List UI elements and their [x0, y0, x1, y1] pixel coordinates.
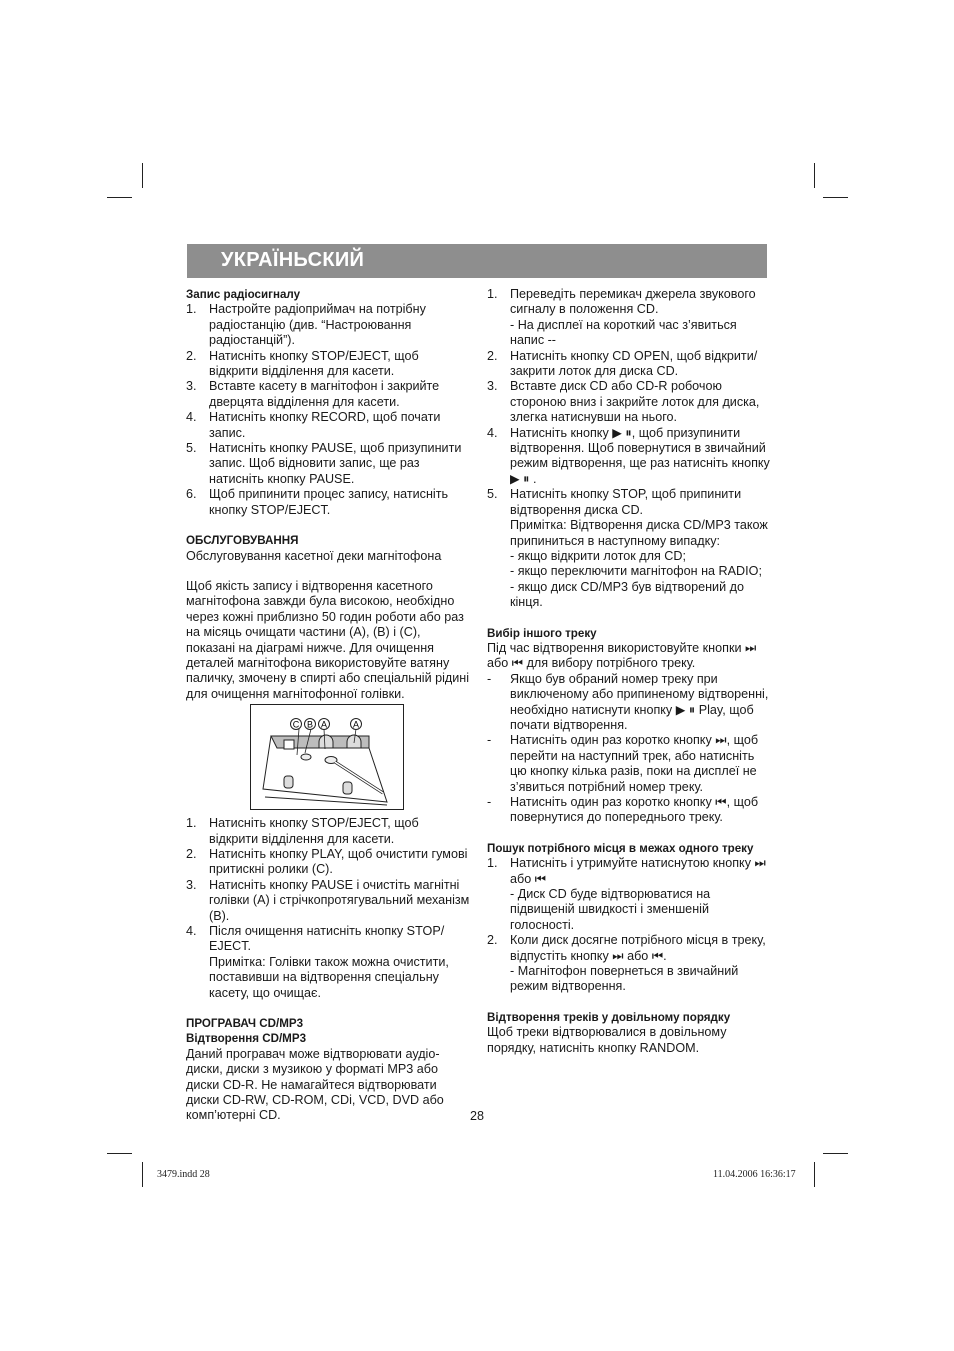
crop-mark	[823, 197, 848, 198]
list-item: - Якщо був обраний номер треку при виключеному або припиненому відтворенні, необхідно натиснути кнопку ▶ ⏸ Play, щоб почати відтворення.	[487, 671, 769, 732]
list-item: 4. Після очищення натисніть кнопку STOP/ EJECT.	[186, 924, 445, 954]
print-slug-file: 3479.indd 28	[157, 1169, 210, 1180]
search-steps	[487, 856, 771, 995]
cassette-deck-drawing	[251, 705, 403, 809]
diagram-label-a: A	[320, 719, 328, 730]
list-item: 5. Натисніть кнопку STOP, щоб припинити відтворення диска CD. Примітка: Відтворення диска CD/MP3 також припиниться в наступному випадку: - якщо відкрити лоток для CD; - якщо переключити магнітофон на RADIO; - якщо диск CD/MP3 був відтворений до кінця.	[487, 487, 768, 610]
note: Примітка: Відтворення диска CD/MP3 також припиниться в наступному випадку:	[510, 518, 768, 548]
list-item: 2. Натисніть кнопку STOP/EJECT, щоб відкрити відділення для касети.	[186, 348, 419, 379]
list-item: - Натисніть один раз коротко кнопку ⏮, щоб повернутися до попереднього треку.	[487, 795, 759, 825]
note: - якщо диск CD/MP3 був відтворений до кінця.	[510, 579, 744, 610]
play-pause-icon: ▶ ⏸	[675, 702, 696, 717]
note: - Магнітофон повернеться в звичайний режим відтворення.	[510, 964, 739, 994]
list-item: 1. Переведіть перемикач джерела звукового сигналу в положення CD. - На дисплеї на короткий час з’явиться напис --	[487, 287, 756, 348]
section-title-maintenance: ОБСЛУГОВУВАННЯ	[186, 534, 299, 548]
cleaning-note: Примітка: Голівки також можна очистити, поставивши на відтворення спеціальну касету, що очищає.	[209, 954, 449, 1000]
list-item: - Натисніть один раз коротко кнопку ⏭, щоб перейти на наступний трек, або натисніть цю кнопку кілька разів, поки на дисплеї не з’явиться потрібний номер треку.	[487, 733, 759, 794]
crop-mark	[814, 163, 815, 188]
banner-title: УКРАЇНЬСКИЙ	[221, 249, 365, 271]
list-item: 3. Натисніть кнопку PAUSE і очистіть магнітні голівки (A) і стрічкопротягувальний механізм (B).	[186, 877, 470, 923]
crop-mark	[814, 1162, 815, 1187]
play-pause-icon: ▶ ⏸	[612, 425, 632, 440]
list-item: 2. Натисніть кнопку PLAY, щоб очистити гумові притискні ролики (C).	[186, 846, 468, 877]
list-item: 4. Натисніть кнопку ▶ ⏸, щоб призупинити відтворення. Щоб повернутися в звичайний режим відтворення, ще раз натисніть кнопку ▶ ⏸ .	[487, 425, 770, 486]
prev-track-icon: ⏮	[651, 948, 664, 963]
crop-mark	[107, 197, 132, 198]
list-item: 4. Натисніть кнопку RECORD, щоб почати запис.	[186, 410, 441, 440]
next-track-icon: ⏭	[745, 640, 757, 655]
list-item: 1. Натисніть і утримуйте натиснутою кнопку ⏭ або ⏮ - Диск CD буде відтворюватися на підвищеній швидкості і зменшеній голосності.	[487, 856, 766, 932]
prev-track-icon: ⏮	[511, 656, 524, 671]
list-item: 2. Коли диск досягне потрібного місця в треку, відпустіть кнопку ⏭ або ⏮. - Магнітофон повернеться в звичайний режим відтворення.	[487, 933, 766, 994]
crop-mark	[107, 1153, 132, 1154]
cassette-deck-diagram	[250, 704, 404, 810]
section-title-random: Відтворення треків у довільному порядку	[487, 1010, 731, 1024]
diagram-label-c: C	[292, 719, 300, 730]
diagram-label-a-2: A	[352, 719, 360, 730]
maintenance-paragraph: Щоб якість запису і відтворення касетного магнітофона завжди була високою, необхідно через кожні приблизно 50 годин роботи або раз на місяць очищати частини (A), (B) і (C), показані на діаграмі нижче. Для очищення деталей магнітофона використовуйте ватяну паличку, змочену в спирті або спеціальній рідині для очищення магнітофонної голівки.	[186, 578, 470, 701]
cleaning-steps	[186, 816, 470, 955]
note: - якщо переключити магнітофон на RADIO;	[510, 564, 762, 579]
print-slug-date: 11.04.2006 16:36:17	[713, 1169, 796, 1180]
note: - На дисплеї на короткий час з’явиться напис --	[510, 317, 737, 348]
section-title-track-select: Вибір іншого треку	[487, 626, 597, 640]
next-track-icon: ⏭	[612, 948, 624, 963]
page-number: 28	[469, 1109, 484, 1123]
random-paragraph: Щоб треки відтворювалися в довільному порядку, натисніть кнопку RANDOM.	[487, 1025, 727, 1055]
track-select-bullets	[487, 672, 771, 826]
play-pause-icon: ▶ ⏸	[510, 471, 530, 486]
diagram-label-b: B	[306, 719, 314, 730]
crop-mark	[142, 163, 143, 188]
radio-recording-steps	[186, 302, 470, 518]
maintenance-subtitle: Обслуговування касетної деки магнітофона	[186, 548, 442, 563]
language-banner	[187, 244, 767, 278]
list-item: 3. Вставте касету в магнітофон і закрийте дверцята відділення для касети.	[186, 379, 440, 409]
crop-mark	[823, 1153, 848, 1154]
list-item: 2. Натисніть кнопку CD OPEN, щоб відкрити/ закрити лоток для диска CD.	[487, 348, 758, 379]
section-title-cd-player: ПРОГРАВАЧ CD/MP3	[186, 1017, 304, 1031]
list-item: 3. Вставте диск CD або CD-R робочою стороною вниз і закрийте лоток для диска, злегка натиснувши на нього.	[487, 379, 760, 425]
list-item: 5. Натисніть кнопку PAUSE, щоб призупинити запис. Щоб відновити запис, ще раз натисніть кнопку PAUSE.	[186, 441, 462, 486]
list-item: 6. Щоб припинити процес запису, натисніть кнопку STOP/EJECT.	[186, 487, 449, 517]
prev-track-icon: ⏮	[534, 871, 547, 886]
next-track-icon: ⏭	[715, 733, 727, 748]
note: - Диск CD буде відтворюватися на підвищеній швидкості і зменшеній голосності.	[510, 887, 711, 932]
left-column	[186, 287, 470, 1124]
section-subtitle-cd-playback: Відтворення CD/MP3	[186, 1032, 307, 1046]
cd-playback-steps	[487, 287, 771, 611]
cd-playback-paragraph: Даний програвач може відтворювати аудіо-диски, диски з музикою у форматі MP3 або диски CD-R. Не намагайтеся відтворювати диски CD-RW, CD-ROM, CDi, VCD, DVD або комп’ютерні CD.	[186, 1046, 444, 1123]
track-select-paragraph: Під час відтворення використовуйте кнопки ⏭ або ⏮ для вибору потрібного треку.	[487, 640, 757, 671]
right-column	[487, 287, 771, 1056]
crop-mark	[142, 1162, 143, 1187]
prev-track-icon: ⏮	[715, 795, 727, 809]
note: - якщо відкрити лоток для CD;	[510, 548, 686, 563]
section-title-radio-recording: Запис радіосигналу	[186, 288, 301, 301]
list-item: 1. Натисніть кнопку STOP/EJECT, щоб відкрити відділення для касети.	[186, 816, 419, 846]
section-title-search: Пошук потрібного місця в межах одного треку	[487, 841, 754, 855]
next-track-icon: ⏭	[754, 856, 766, 871]
list-item: 1. Настройте радіоприймач на потрібну радіостанцію (див. “Настроювання радіостанцій”).	[186, 302, 426, 348]
